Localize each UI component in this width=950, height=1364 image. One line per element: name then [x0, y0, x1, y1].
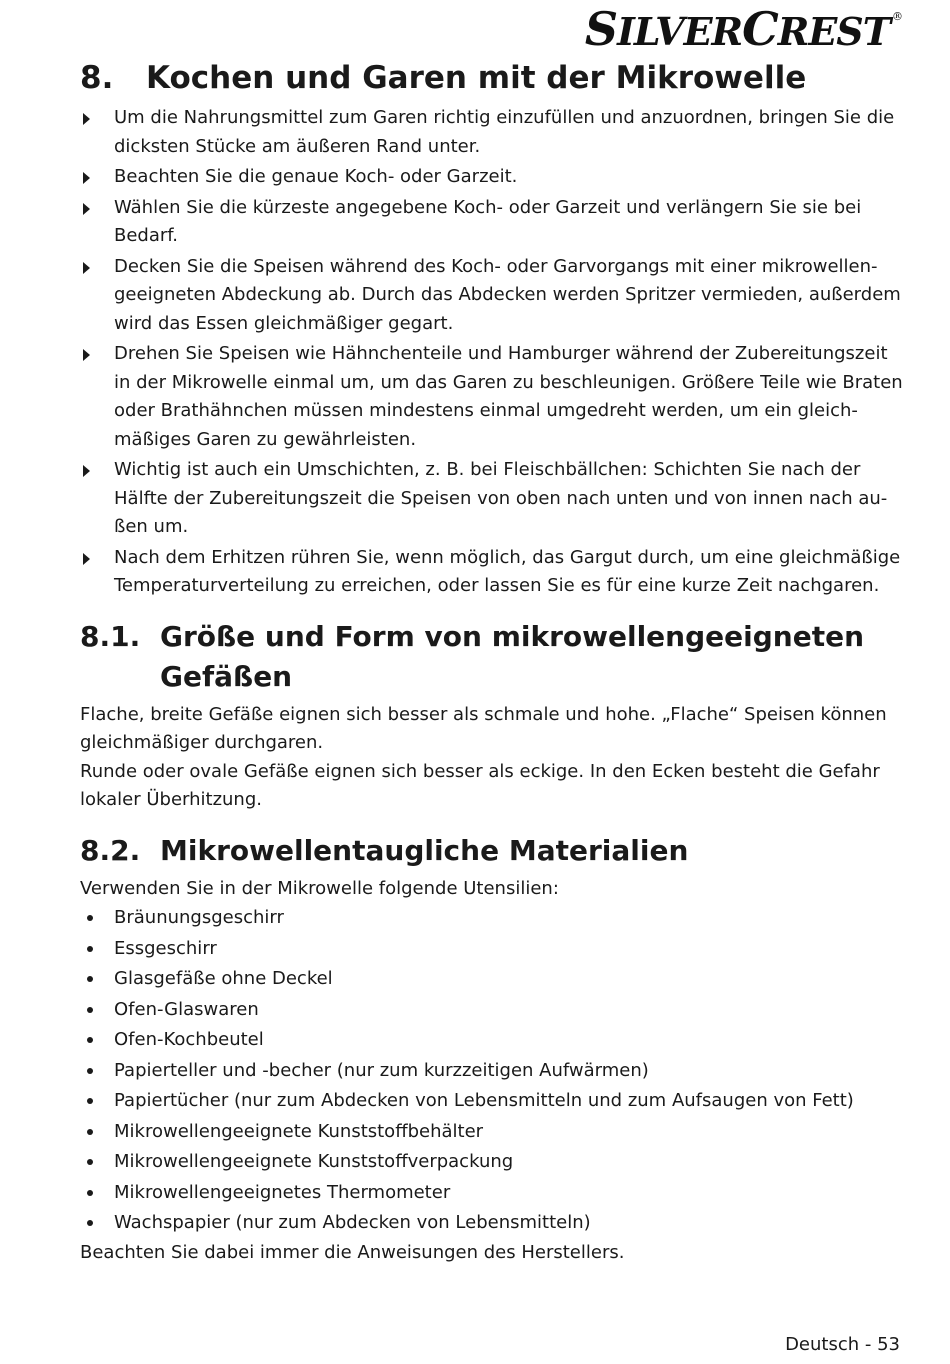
- list-item: Ofen-Glaswaren: [80, 995, 905, 1026]
- brand-logo: SILVERCREST ®: [584, 2, 902, 56]
- dot-bullet-icon: [87, 915, 93, 921]
- section-number: 8.1.: [80, 619, 141, 653]
- list-item: Papiertücher (nur zum Abdecken von Lebensmitteln und zum Aufsaugen von Fett): [80, 1086, 905, 1117]
- list-item: Mikrowellengeeignete Kunststoffbehälter: [80, 1117, 905, 1148]
- list-item: Drehen Sie Speisen wie Hähnchenteile und Hamburger während der Zubereitungszeit in der Mikrowelle einmal um, um das Garen zu beschleunigen. Größere Teile wie Braten oder Brathähnchen müssen mindestens einmal umgedreht werden, um ein gleichmäßiges Garen zu gewährleisten.: [80, 340, 905, 454]
- list-item: Bräunungsgeschirr: [80, 903, 905, 934]
- dot-bullet-icon: [87, 946, 93, 952]
- list-item: Papierteller und -becher (nur zum kurzzeitigen Aufwärmen): [80, 1056, 905, 1087]
- list-item: Um die Nahrungsmittel zum Garen richtig einzufüllen und anzuordnen, bringen Sie die dicksten Stücke am äußeren Rand unter.: [80, 104, 905, 161]
- arrow-bullet-icon: [83, 349, 90, 361]
- list-item: Mikrowellengeeignete Kunststoffverpackung: [80, 1147, 905, 1178]
- dot-bullet-icon: [87, 1220, 93, 1226]
- list-item: Ofen-Kochbeutel: [80, 1025, 905, 1056]
- dot-bullet-icon: [87, 1159, 93, 1165]
- section-title: Mikrowellentaugliche Materialien: [160, 833, 689, 867]
- arrow-bullet-icon: [83, 113, 90, 125]
- section-heading-8-2: [80, 831, 905, 871]
- section-number: 8.2.: [80, 833, 141, 867]
- arrow-bullet-icon: [83, 465, 90, 477]
- dot-bullet-icon: [87, 1037, 93, 1043]
- list-item: Mikrowellengeeignetes Thermometer: [80, 1178, 905, 1209]
- dot-bullet-icon: [87, 1068, 93, 1074]
- arrow-bullet-icon: [83, 172, 90, 184]
- dot-bullet-icon: [87, 976, 93, 982]
- main-heading: [80, 58, 905, 98]
- section-title: Größe und Form von mikrowellengeeigneten Gefäßen: [160, 619, 865, 693]
- materials-list: [80, 903, 905, 1239]
- arrow-bullet-icon: [83, 553, 90, 565]
- paragraph: Flache, breite Gefäße eignen sich besser als schmale und hohe. „Flache“ Speisen können gleichmäßiger durchgaren.: [80, 703, 887, 753]
- list-item: Wachspapier (nur zum Abdecken von Lebensmitteln): [80, 1208, 905, 1239]
- heading-title: Kochen und Garen mit der Mikrowelle: [146, 60, 807, 96]
- dot-bullet-icon: [87, 1190, 93, 1196]
- heading-number: 8.: [80, 60, 114, 96]
- paragraph-outro: Beachten Sie dabei immer die Anweisungen des Herstellers.: [80, 1241, 625, 1263]
- list-item: Essgeschirr: [80, 934, 905, 965]
- section-heading-8-1: [80, 617, 905, 697]
- paragraph: Runde oder ovale Gefäße eignen sich besser als eckige. In den Ecken besteht die Gefahr lokaler Überhitzung.: [80, 760, 880, 810]
- list-item: Beachten Sie die genaue Koch- oder Garzeit.: [80, 163, 905, 192]
- dot-bullet-icon: [87, 1129, 93, 1135]
- list-item: Wählen Sie die kürzeste angegebene Koch- oder Garzeit und verlängern Sie sie bei Bedarf.: [80, 194, 905, 251]
- arrow-bullet-icon: [83, 262, 90, 274]
- arrow-bullet-icon: [83, 203, 90, 215]
- list-item: Nach dem Erhitzen rühren Sie, wenn möglich, das Gargut durch, um eine gleichmäßige Temperaturverteilung zu erreichen, oder lassen Sie es für eine kurze Zeit nachgaren.: [80, 544, 905, 601]
- page-content: [80, 58, 905, 1267]
- dot-bullet-icon: [87, 1007, 93, 1013]
- instruction-list: [80, 104, 905, 601]
- list-item: Glasgefäße ohne Deckel: [80, 964, 905, 995]
- list-item: Decken Sie die Speisen während des Koch- oder Garvorgangs mit einer mikrowellengeeigneten Abdeckung ab. Durch das Abdecken werden Spritzer vermieden, außerdem wird das Essen gleichmäßiger gegart.: [80, 253, 905, 339]
- page-footer: Deutsch - 53: [785, 1334, 900, 1355]
- list-item: Wichtig ist auch ein Umschichten, z. B. bei Fleischbällchen: Schichten Sie nach der Hälfte der Zubereitungszeit die Speisen von oben nach unten und von innen nach außen um.: [80, 456, 905, 542]
- dot-bullet-icon: [87, 1098, 93, 1104]
- paragraph-intro: Verwenden Sie in der Mikrowelle folgende Utensilien:: [80, 877, 559, 899]
